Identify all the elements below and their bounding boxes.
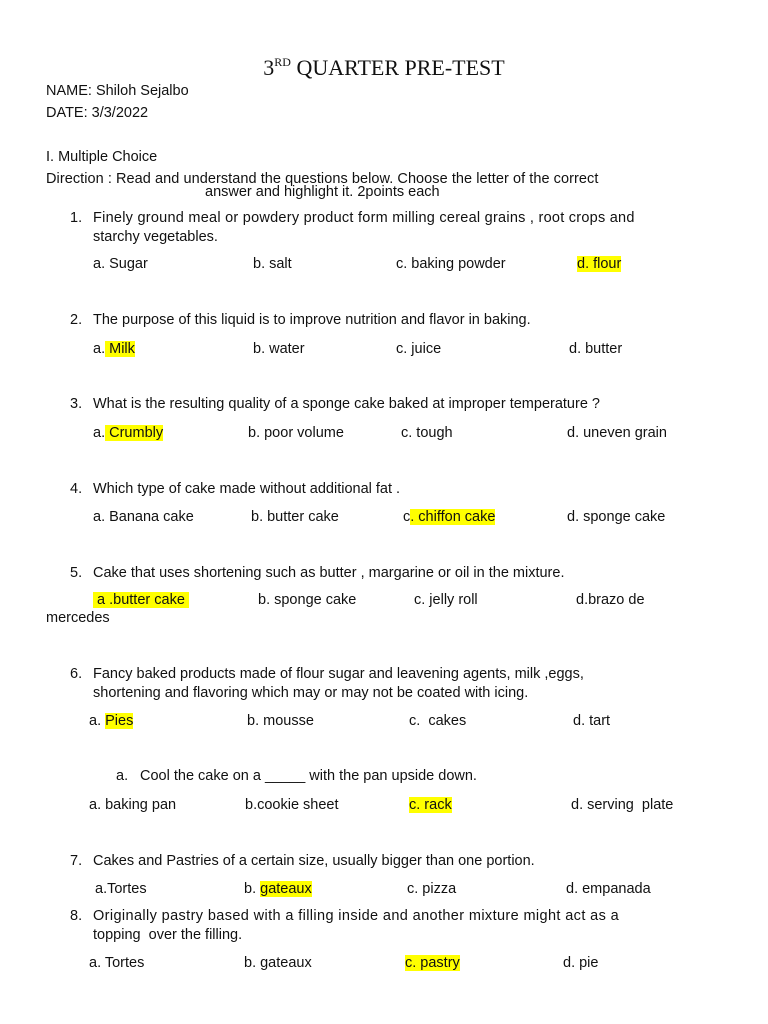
choice-a[interactable]: a. Milk xyxy=(93,341,135,357)
choice-a[interactable]: a.Tortes xyxy=(95,881,147,897)
choice-a[interactable]: a. baking pan xyxy=(89,797,177,813)
name-line: NAME: Shiloh Sejalbo xyxy=(46,83,189,99)
choice-b[interactable]: b. mousse xyxy=(247,713,314,729)
choice-d[interactable]: d. uneven grain xyxy=(567,425,667,441)
question-text-cont: topping over the filling. xyxy=(93,927,243,943)
choice-b[interactable]: b.cookie sheet xyxy=(245,797,339,813)
question-number: a. xyxy=(116,768,129,784)
choice-d[interactable]: d. empanada xyxy=(566,881,651,897)
choice-c[interactable]: c. juice xyxy=(396,341,442,357)
question-text: Fancy baked products made of flour sugar and leavening agents, milk ,eggs, xyxy=(93,666,584,682)
choice-d[interactable]: d. butter xyxy=(569,341,623,357)
question-text: Cake that uses shortening such as butter , margarine or oil in the mixture. xyxy=(93,565,565,581)
choice-c-highlighted[interactable]: . chiffon cake xyxy=(410,509,496,525)
choice-d-cont: mercedes xyxy=(46,610,110,626)
question-number: 3. xyxy=(70,396,83,412)
choice-a[interactable]: a. Banana cake xyxy=(93,509,194,525)
choice-a-highlighted[interactable]: Milk xyxy=(105,341,135,357)
direction-line: Direction : Read and understand the questions below. Choose the letter of the correct xyxy=(46,171,599,187)
choice-b[interactable]: b. salt xyxy=(253,256,292,272)
question-number: 7. xyxy=(70,853,83,869)
choice-c[interactable]: c. jelly roll xyxy=(414,592,478,608)
question-text-cont: shortening and flavoring which may or may not be coated with icing. xyxy=(93,685,529,701)
choice-c-highlighted[interactable]: c. rack xyxy=(409,797,452,813)
choice-a-highlighted[interactable]: a .butter cake xyxy=(93,592,189,608)
choice-d[interactable]: d. sponge cake xyxy=(567,509,666,525)
choice-c[interactable]: c. cakes xyxy=(409,713,467,729)
choice-c-highlighted[interactable]: c. pastry xyxy=(405,955,460,971)
question-number: 6. xyxy=(70,666,83,682)
choice-a[interactable]: a. Sugar xyxy=(93,256,148,272)
choice-c[interactable]: c. chiffon cake xyxy=(403,509,496,525)
page-title: 3RD QUARTER PRE-TEST xyxy=(263,55,505,80)
question-number: 8. xyxy=(70,908,83,924)
choice-b[interactable]: b. poor volume xyxy=(248,425,344,441)
choice-b-highlighted[interactable]: gateaux xyxy=(260,881,312,897)
question-number: 5. xyxy=(70,565,83,581)
choice-a-highlighted[interactable]: Crumbly xyxy=(105,425,164,441)
choice-d[interactable]: d. serving plate xyxy=(571,797,674,813)
choice-a[interactable]: a. Crumbly xyxy=(93,425,164,441)
question-text: What is the resulting quality of a sponge cake baked at improper temperature ? xyxy=(93,396,600,412)
choice-a-highlighted[interactable]: Pies xyxy=(105,713,134,729)
choice-b[interactable]: b. gateaux xyxy=(244,881,312,897)
choice-c[interactable]: c. pizza xyxy=(407,881,457,897)
choice-b[interactable]: b. gateaux xyxy=(244,955,312,971)
choice-d[interactable]: d.brazo de xyxy=(576,592,645,608)
choice-b[interactable]: b. sponge cake xyxy=(258,592,357,608)
question-text: Cool the cake on a _____ with the pan upside down. xyxy=(140,768,477,784)
choice-d[interactable]: d. tart xyxy=(573,713,611,729)
choice-c[interactable]: c. tough xyxy=(401,425,453,441)
question-text: Finely ground meal or powdery product form milling cereal grains , root crops and xyxy=(93,210,635,226)
section-heading: I. Multiple Choice xyxy=(46,149,158,165)
question-number: 4. xyxy=(70,481,83,497)
question-text: The purpose of this liquid is to improve nutrition and flavor in baking. xyxy=(93,312,531,328)
choice-b[interactable]: b. water xyxy=(253,341,305,357)
choice-a[interactable]: a. Tortes xyxy=(89,955,145,971)
question-number: 2. xyxy=(70,312,83,328)
choice-d-highlighted[interactable]: d. flour xyxy=(577,256,622,272)
question-text: Originally pastry based with a filling inside and another mixture might act as a xyxy=(93,908,620,924)
choice-a[interactable]: a. Pies xyxy=(89,713,134,729)
choice-c[interactable]: c. baking powder xyxy=(396,256,506,272)
choice-b[interactable]: b. butter cake xyxy=(251,509,339,525)
direction-line-2: answer and highlight it. 2points each xyxy=(205,184,440,200)
question-text: Cakes and Pastries of a certain size, usually bigger than one portion. xyxy=(93,853,535,869)
question-number: 1. xyxy=(70,210,83,226)
question-text-cont: starchy vegetables. xyxy=(93,229,218,245)
choice-d[interactable]: d. pie xyxy=(563,955,599,971)
question-text: Which type of cake made without additional fat . xyxy=(93,481,401,497)
date-line: DATE: 3/3/2022 xyxy=(46,105,149,121)
